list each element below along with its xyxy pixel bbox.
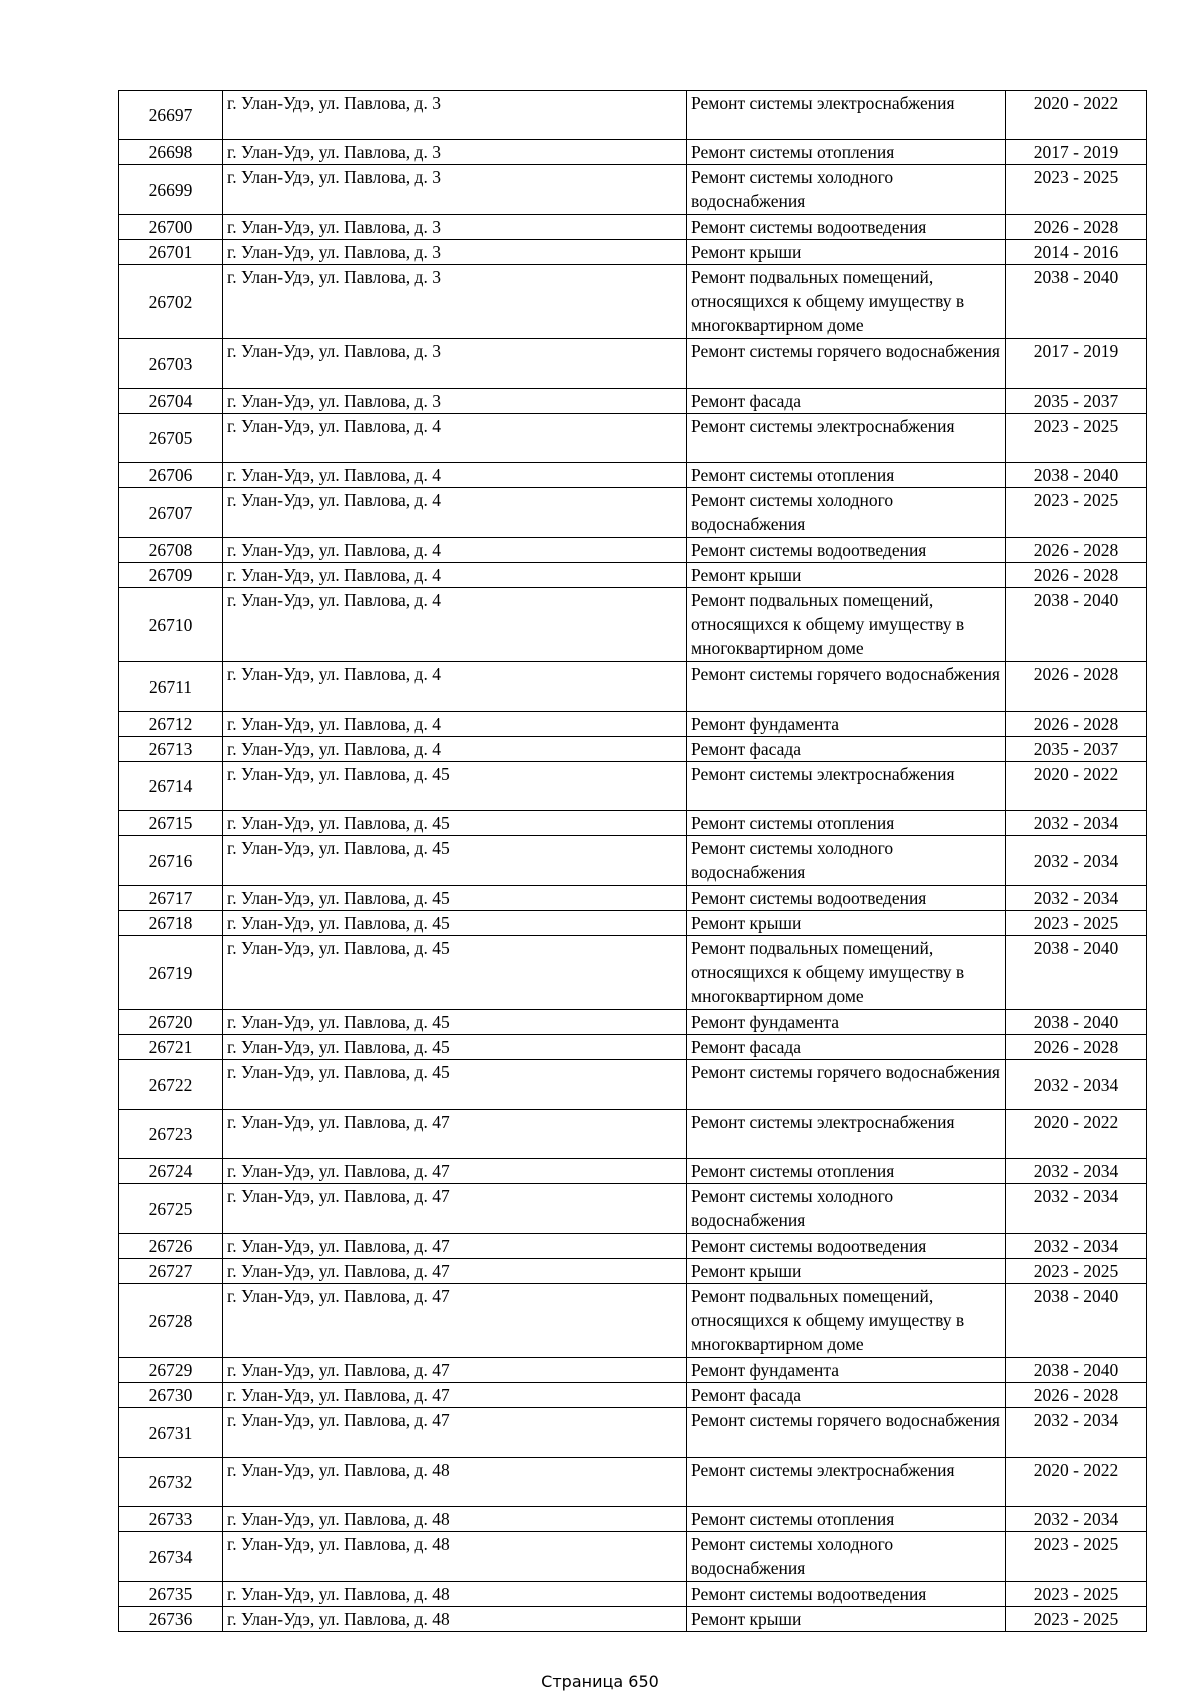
row-work-type: Ремонт подвальных помещений, относящихся к общему имуществу в многоквартирном доме — [687, 936, 1006, 1010]
table-row — [119, 1408, 1147, 1458]
row-work-type: Ремонт фундамента — [687, 712, 1006, 737]
table-body — [119, 91, 1147, 1632]
row-work-type: Ремонт системы водоотведения — [687, 1582, 1006, 1607]
row-address: г. Улан-Удэ, ул. Павлова, д. 47 — [223, 1110, 687, 1159]
row-work-type: Ремонт крыши — [687, 240, 1006, 265]
row-period: 2026 - 2028 — [1006, 1035, 1147, 1060]
row-number: 26715 — [119, 811, 223, 836]
row-period: 2014 - 2016 — [1006, 240, 1147, 265]
row-work-type: Ремонт подвальных помещений, относящихся к общему имуществу в многоквартирном доме — [687, 1284, 1006, 1358]
row-work-type: Ремонт фундамента — [687, 1010, 1006, 1035]
row-address: г. Улан-Удэ, ул. Павлова, д. 47 — [223, 1284, 687, 1358]
row-work-type: Ремонт системы горячего водоснабжения — [687, 1408, 1006, 1458]
row-number: 26724 — [119, 1159, 223, 1184]
table-row — [119, 886, 1147, 911]
row-period: 2038 - 2040 — [1006, 588, 1147, 662]
row-period: 2026 - 2028 — [1006, 662, 1147, 712]
table-row — [119, 1060, 1147, 1110]
table-row — [119, 1458, 1147, 1507]
row-number: 26711 — [119, 662, 223, 712]
row-period: 2026 - 2028 — [1006, 712, 1147, 737]
table-row — [119, 1582, 1147, 1607]
row-number: 26731 — [119, 1408, 223, 1458]
row-period: 2023 - 2025 — [1006, 911, 1147, 936]
row-address: г. Улан-Удэ, ул. Павлова, д. 4 — [223, 662, 687, 712]
table-row — [119, 1110, 1147, 1159]
row-number: 26714 — [119, 762, 223, 811]
row-period: 2038 - 2040 — [1006, 265, 1147, 339]
row-number: 26726 — [119, 1234, 223, 1259]
row-address: г. Улан-Удэ, ул. Павлова, д. 47 — [223, 1383, 687, 1408]
row-address: г. Улан-Удэ, ул. Павлова, д. 3 — [223, 339, 687, 389]
row-number: 26699 — [119, 165, 223, 215]
row-period: 2026 - 2028 — [1006, 538, 1147, 563]
table-row — [119, 936, 1147, 1010]
row-work-type: Ремонт подвальных помещений, относящихся к общему имуществу в многоквартирном доме — [687, 265, 1006, 339]
row-address: г. Улан-Удэ, ул. Павлова, д. 3 — [223, 91, 687, 140]
row-number: 26700 — [119, 215, 223, 240]
page-number: Страница 650 — [541, 1672, 659, 1691]
row-period: 2032 - 2034 — [1006, 886, 1147, 911]
row-number: 26725 — [119, 1184, 223, 1234]
row-period: 2032 - 2034 — [1006, 1159, 1147, 1184]
table-row — [119, 1358, 1147, 1383]
row-address: г. Улан-Удэ, ул. Павлова, д. 48 — [223, 1458, 687, 1507]
table-row — [119, 1184, 1147, 1234]
row-address: г. Улан-Удэ, ул. Павлова, д. 3 — [223, 165, 687, 215]
row-work-type: Ремонт системы отопления — [687, 811, 1006, 836]
row-number: 26721 — [119, 1035, 223, 1060]
row-period: 2026 - 2028 — [1006, 1383, 1147, 1408]
row-period: 2035 - 2037 — [1006, 737, 1147, 762]
row-period: 2032 - 2034 — [1006, 1408, 1147, 1458]
row-period: 2020 - 2022 — [1006, 1110, 1147, 1159]
repair-schedule-table — [118, 90, 1147, 1632]
table-row — [119, 1507, 1147, 1532]
row-number: 26733 — [119, 1507, 223, 1532]
row-period: 2023 - 2025 — [1006, 1607, 1147, 1632]
row-work-type: Ремонт системы отопления — [687, 1507, 1006, 1532]
row-number: 26702 — [119, 265, 223, 339]
row-period: 2038 - 2040 — [1006, 1010, 1147, 1035]
table-row — [119, 1607, 1147, 1632]
row-period: 2023 - 2025 — [1006, 1532, 1147, 1582]
row-number: 26712 — [119, 712, 223, 737]
row-number: 26705 — [119, 414, 223, 463]
row-address: г. Улан-Удэ, ул. Павлова, д. 48 — [223, 1507, 687, 1532]
row-number: 26706 — [119, 463, 223, 488]
row-number: 26703 — [119, 339, 223, 389]
row-address: г. Улан-Удэ, ул. Павлова, д. 48 — [223, 1582, 687, 1607]
row-work-type: Ремонт фасада — [687, 1035, 1006, 1060]
row-address: г. Улан-Удэ, ул. Павлова, д. 4 — [223, 588, 687, 662]
row-period: 2023 - 2025 — [1006, 1259, 1147, 1284]
row-work-type: Ремонт системы электроснабжения — [687, 1110, 1006, 1159]
row-address: г. Улан-Удэ, ул. Павлова, д. 3 — [223, 389, 687, 414]
row-period: 2032 - 2034 — [1006, 1060, 1147, 1110]
row-work-type: Ремонт системы электроснабжения — [687, 91, 1006, 140]
table-row — [119, 215, 1147, 240]
row-address: г. Улан-Удэ, ул. Павлова, д. 45 — [223, 1060, 687, 1110]
row-period: 2032 - 2034 — [1006, 1234, 1147, 1259]
row-period: 2020 - 2022 — [1006, 91, 1147, 140]
row-work-type: Ремонт системы отопления — [687, 140, 1006, 165]
table-row — [119, 1010, 1147, 1035]
row-period: 2032 - 2034 — [1006, 836, 1147, 886]
row-period: 2026 - 2028 — [1006, 563, 1147, 588]
row-number: 26704 — [119, 389, 223, 414]
row-work-type: Ремонт системы водоотведения — [687, 215, 1006, 240]
row-address: г. Улан-Удэ, ул. Павлова, д. 4 — [223, 712, 687, 737]
row-number: 26730 — [119, 1383, 223, 1408]
table-row — [119, 414, 1147, 463]
row-work-type: Ремонт крыши — [687, 563, 1006, 588]
row-number: 26723 — [119, 1110, 223, 1159]
row-period: 2032 - 2034 — [1006, 811, 1147, 836]
row-address: г. Улан-Удэ, ул. Павлова, д. 45 — [223, 811, 687, 836]
row-address: г. Улан-Удэ, ул. Павлова, д. 45 — [223, 836, 687, 886]
row-work-type: Ремонт системы водоотведения — [687, 1234, 1006, 1259]
table-row — [119, 563, 1147, 588]
table-row — [119, 463, 1147, 488]
table-row — [119, 662, 1147, 712]
table-row — [119, 339, 1147, 389]
row-work-type: Ремонт фасада — [687, 737, 1006, 762]
row-period: 2038 - 2040 — [1006, 1284, 1147, 1358]
row-address: г. Улан-Удэ, ул. Павлова, д. 47 — [223, 1259, 687, 1284]
row-number: 26710 — [119, 588, 223, 662]
row-address: г. Улан-Удэ, ул. Павлова, д. 47 — [223, 1408, 687, 1458]
row-number: 26729 — [119, 1358, 223, 1383]
row-address: г. Улан-Удэ, ул. Павлова, д. 4 — [223, 488, 687, 538]
table-row — [119, 1234, 1147, 1259]
row-work-type: Ремонт системы электроснабжения — [687, 414, 1006, 463]
row-address: г. Улан-Удэ, ул. Павлова, д. 4 — [223, 538, 687, 563]
row-number: 26720 — [119, 1010, 223, 1035]
row-address: г. Улан-Удэ, ул. Павлова, д. 47 — [223, 1358, 687, 1383]
row-work-type: Ремонт системы холодного водоснабжения — [687, 1532, 1006, 1582]
row-address: г. Улан-Удэ, ул. Павлова, д. 45 — [223, 936, 687, 1010]
row-address: г. Улан-Удэ, ул. Павлова, д. 3 — [223, 140, 687, 165]
table-row — [119, 140, 1147, 165]
row-period: 2023 - 2025 — [1006, 1582, 1147, 1607]
table-row — [119, 91, 1147, 140]
row-number: 26735 — [119, 1582, 223, 1607]
row-number: 26717 — [119, 886, 223, 911]
row-address: г. Улан-Удэ, ул. Павлова, д. 4 — [223, 414, 687, 463]
row-address: г. Улан-Удэ, ул. Павлова, д. 48 — [223, 1607, 687, 1632]
row-work-type: Ремонт системы горячего водоснабжения — [687, 339, 1006, 389]
row-work-type: Ремонт системы горячего водоснабжения — [687, 662, 1006, 712]
table-row — [119, 911, 1147, 936]
table-row — [119, 165, 1147, 215]
row-period: 2032 - 2034 — [1006, 1184, 1147, 1234]
row-number: 26722 — [119, 1060, 223, 1110]
row-work-type: Ремонт системы холодного водоснабжения — [687, 165, 1006, 215]
row-number: 26698 — [119, 140, 223, 165]
row-period: 2017 - 2019 — [1006, 339, 1147, 389]
row-number: 26716 — [119, 836, 223, 886]
row-period: 2023 - 2025 — [1006, 165, 1147, 215]
table-row — [119, 389, 1147, 414]
row-address: г. Улан-Удэ, ул. Павлова, д. 4 — [223, 563, 687, 588]
table-row — [119, 240, 1147, 265]
row-work-type: Ремонт системы водоотведения — [687, 886, 1006, 911]
table-row — [119, 1284, 1147, 1358]
row-period: 2035 - 2037 — [1006, 389, 1147, 414]
row-number: 26709 — [119, 563, 223, 588]
row-number: 26719 — [119, 936, 223, 1010]
row-work-type: Ремонт системы электроснабжения — [687, 1458, 1006, 1507]
table-row — [119, 588, 1147, 662]
row-period: 2020 - 2022 — [1006, 762, 1147, 811]
row-number: 26732 — [119, 1458, 223, 1507]
row-period: 2023 - 2025 — [1006, 414, 1147, 463]
row-address: г. Улан-Удэ, ул. Павлова, д. 45 — [223, 1035, 687, 1060]
row-number: 26734 — [119, 1532, 223, 1582]
row-address: г. Улан-Удэ, ул. Павлова, д. 3 — [223, 265, 687, 339]
row-work-type: Ремонт крыши — [687, 1259, 1006, 1284]
row-work-type: Ремонт системы электроснабжения — [687, 762, 1006, 811]
table-row — [119, 811, 1147, 836]
row-period: 2032 - 2034 — [1006, 1507, 1147, 1532]
row-period: 2023 - 2025 — [1006, 488, 1147, 538]
row-address: г. Улан-Удэ, ул. Павлова, д. 45 — [223, 1010, 687, 1035]
row-period: 2017 - 2019 — [1006, 140, 1147, 165]
row-address: г. Улан-Удэ, ул. Павлова, д. 45 — [223, 886, 687, 911]
row-address: г. Улан-Удэ, ул. Павлова, д. 4 — [223, 463, 687, 488]
row-work-type: Ремонт фасада — [687, 389, 1006, 414]
row-number: 26727 — [119, 1259, 223, 1284]
table-row — [119, 712, 1147, 737]
table-row — [119, 836, 1147, 886]
row-work-type: Ремонт системы холодного водоснабжения — [687, 1184, 1006, 1234]
row-address: г. Улан-Удэ, ул. Павлова, д. 3 — [223, 240, 687, 265]
row-work-type: Ремонт системы отопления — [687, 1159, 1006, 1184]
row-work-type: Ремонт системы холодного водоснабжения — [687, 488, 1006, 538]
row-work-type: Ремонт системы водоотведения — [687, 538, 1006, 563]
row-number: 26707 — [119, 488, 223, 538]
row-address: г. Улан-Удэ, ул. Павлова, д. 48 — [223, 1532, 687, 1582]
row-number: 26708 — [119, 538, 223, 563]
row-period: 2038 - 2040 — [1006, 1358, 1147, 1383]
row-work-type: Ремонт системы холодного водоснабжения — [687, 836, 1006, 886]
row-number: 26713 — [119, 737, 223, 762]
row-number: 26697 — [119, 91, 223, 140]
row-address: г. Улан-Удэ, ул. Павлова, д. 45 — [223, 911, 687, 936]
row-number: 26718 — [119, 911, 223, 936]
table-row — [119, 265, 1147, 339]
row-address: г. Улан-Удэ, ул. Павлова, д. 4 — [223, 737, 687, 762]
row-work-type: Ремонт системы отопления — [687, 463, 1006, 488]
row-number: 26736 — [119, 1607, 223, 1632]
row-work-type: Ремонт фасада — [687, 1383, 1006, 1408]
row-work-type: Ремонт крыши — [687, 911, 1006, 936]
table-row — [119, 1259, 1147, 1284]
row-period: 2038 - 2040 — [1006, 463, 1147, 488]
row-period: 2038 - 2040 — [1006, 936, 1147, 1010]
table-row — [119, 737, 1147, 762]
row-address: г. Улан-Удэ, ул. Павлова, д. 47 — [223, 1234, 687, 1259]
row-work-type: Ремонт фундамента — [687, 1358, 1006, 1383]
row-work-type: Ремонт системы горячего водоснабжения — [687, 1060, 1006, 1110]
table-row — [119, 1035, 1147, 1060]
row-address: г. Улан-Удэ, ул. Павлова, д. 47 — [223, 1159, 687, 1184]
row-address: г. Улан-Удэ, ул. Павлова, д. 3 — [223, 215, 687, 240]
row-work-type: Ремонт крыши — [687, 1607, 1006, 1632]
row-work-type: Ремонт подвальных помещений, относящихся к общему имуществу в многоквартирном доме — [687, 588, 1006, 662]
table-row — [119, 488, 1147, 538]
row-period: 2026 - 2028 — [1006, 215, 1147, 240]
table-row — [119, 1383, 1147, 1408]
table-row — [119, 1532, 1147, 1582]
table-row — [119, 1159, 1147, 1184]
table-row — [119, 538, 1147, 563]
row-address: г. Улан-Удэ, ул. Павлова, д. 47 — [223, 1184, 687, 1234]
table-row — [119, 762, 1147, 811]
row-period: 2020 - 2022 — [1006, 1458, 1147, 1507]
row-address: г. Улан-Удэ, ул. Павлова, д. 45 — [223, 762, 687, 811]
row-number: 26728 — [119, 1284, 223, 1358]
row-number: 26701 — [119, 240, 223, 265]
